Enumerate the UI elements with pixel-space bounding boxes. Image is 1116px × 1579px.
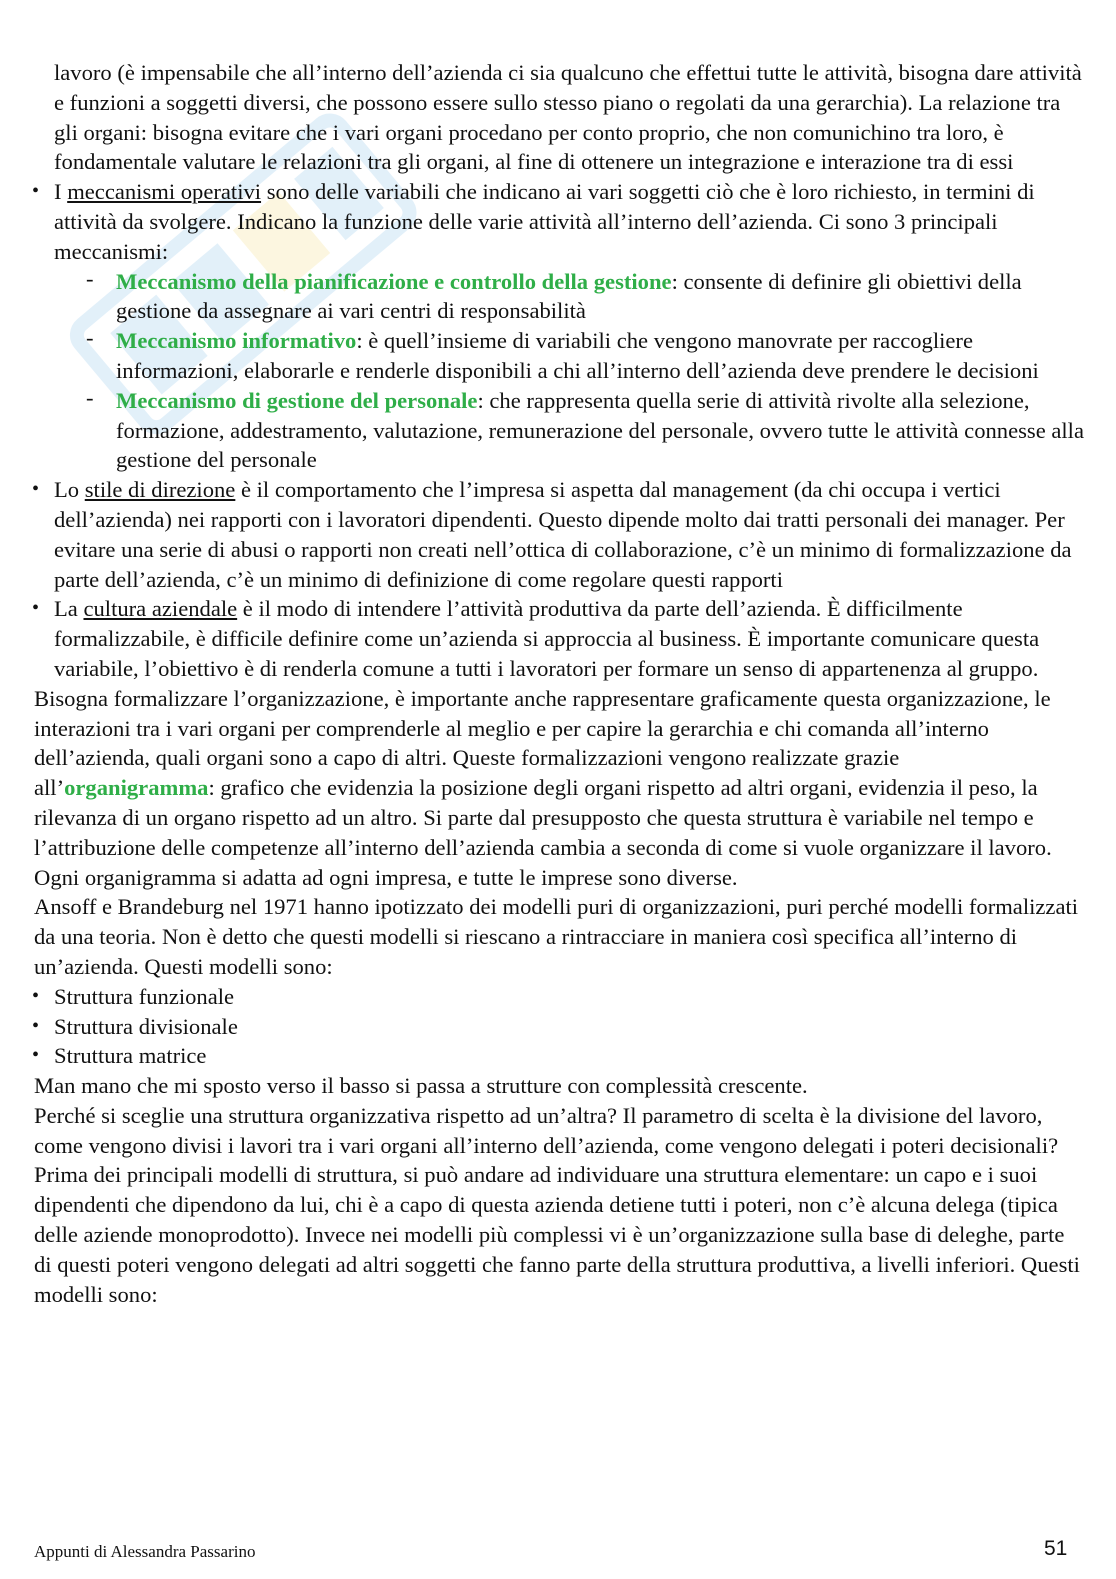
list-item-struttura-divisionale: • Struttura divisionale xyxy=(34,1012,1084,1042)
term-organigramma: organigramma xyxy=(64,775,209,801)
term-personale: Meccanismo di gestione del personale xyxy=(116,387,478,413)
sublist-item-pianificazione: - Meccanismo della pianificazione e controllo della gestione: consente di definire gli obiettivi della gestione da assegnare ai vari centri di responsabilità xyxy=(34,267,1084,327)
paragraph-intro-continued: lavoro (è impensabile che all’interno dell’azienda ci sia qualcuno che effettui tutte le attività, bisogna dare attività e funzioni a soggetti diversi, che possono essere sullo stesso piano o regolati da una gerarchia). La relazione tra gli organi: bisogna evitare che i vari organi procedano per conto proprio, che non comunichino tra loro, è fondamentale valutare le relazioni tra gli organi, al fine di ottenere un integrazione e interazione tra di essi xyxy=(54,60,1082,175)
paragraph-complessita: Man mano che mi sposto verso il basso si passa a strutture con complessità crescente. xyxy=(34,1073,808,1099)
paragraph-ansoff: Ansoff e Brandeburg nel 1971 hanno ipotizzato dei modelli puri di organizzazioni, puri perché modelli formalizzati da una teoria. Non è detto che questi modelli si riescano a rintracciare in maniera così specifica all’interno di un’azienda. Questi modelli sono: xyxy=(34,894,1079,979)
page-number: 51 xyxy=(1044,1537,1068,1560)
list-item-meccanismi-operativi: • I meccanismi operativi sono delle variabili che indicano ai vari soggetti ciò che è loro richiesto, in termini di attività da svolgere. Indicano la funzione delle varie attività all’interno dell’azienda. Ci sono 3 principali meccanismi: xyxy=(34,177,1084,266)
term-pianificazione: Meccanismo della pianificazione e controllo della gestione xyxy=(116,268,672,294)
term-stile-di-direzione: stile di direzione xyxy=(84,477,236,503)
sublist-item-informativo: - Meccanismo informativo: è quell’insieme di variabili che vengono manovrate per raccogliere informazioni, elaborarle e renderle disponibili a chi all’interno dell’azienda deve prendere le decisioni xyxy=(34,326,1084,386)
list-item-stile-di-direzione: • Lo stile di direzione è il comportamento che l’impresa si aspetta dal management (da chi occupa i vertici dell’azienda) nei rapporti con i lavoratori dipendenti. Questo dipende molto dai tratti personali dei manager. Per evitare una serie di abusi o rapporti non creati nell’ottica di collaborazione, c’è un minimo di formalizzazione da parte dell’azienda, c’è un minimo di definizione di come regolare questi rapporti xyxy=(34,475,1084,594)
list-item-struttura-funzionale: • Struttura funzionale xyxy=(34,982,1084,1012)
term-cultura-aziendale: cultura aziendale xyxy=(83,596,238,622)
document-body xyxy=(34,58,1084,1309)
term-informativo: Meccanismo informativo xyxy=(116,328,357,354)
list-item-struttura-matrice: • Struttura matrice xyxy=(34,1041,1084,1071)
paragraph-scelta: Perché si sceglie una struttura organizzativa rispetto ad un’altra? Il parametro di scelta è la divisione del lavoro, come vengono divisi i lavori tra i vari organi all’interno dell’azienda, come vengono delegati i poteri decisionali? xyxy=(34,1102,1059,1158)
footer-author: Appunti di Alessandra Passarino xyxy=(34,1542,256,1561)
list-item-cultura-aziendale: • La cultura aziendale è il modo di intendere l’attività produttiva da parte dell’azienda. È difficilmente formalizzabile, è difficile definire come un’azienda si approccia al business. È importante comunicare questa variabile, l’obiettivo è di renderla comune a tutti i lavoratori per formare un senso di appartenenza al gruppo. xyxy=(34,594,1084,683)
paragraph-organigramma: Bisogna formalizzare l’organizzazione, è importante anche rappresentare graficamente questa organizzazione, le interazioni tra i vari organi per comprenderle al meglio e per capire la gerarchia e chi comanda all’interno dell’azienda, quali organi sono a capo di altri. Queste formalizzazioni vengono realizzate grazie all’organigramma: grafico che evidenzia la posizione degli organi rispetto ad altri organi, evidenzia il peso, la rilevanza di un organo rispetto ad un altro. Si parte dal presupposto che questa struttura è variabile nel tempo e l’attribuzione delle competenze all’interno dell’azienda cambia a seconda di come si vuole organizzare il lavoro. Ogni organigramma si adatta ad ogni impresa, e tutte le imprese sono diverse. xyxy=(34,685,1052,890)
sublist-item-personale: - Meccanismo di gestione del personale: che rappresenta quella serie di attività rivolte alla selezione, formazione, addestramento, valutazione, remunerazione del personale, ovvero tutte le attività connesse alla gestione del personale xyxy=(34,386,1084,475)
paragraph-struttura-elementare: Prima dei principali modelli di struttura, si può andare ad individuare una struttura elementare: un capo e i suoi dipendenti che dipendono da lui, chi è a capo di questa azienda detiene tutti i poteri, non c’è alcuna delega (tipica delle aziende monoprodotto). Invece nei modelli più complessi vi è un’organizzazione sulla base di deleghe, parte di questi poteri vengono delegati ad altri soggetti che fanno parte della struttura produttiva, a livelli inferiori. Questi modelli sono: xyxy=(34,1162,1080,1307)
term-meccanismi-operativi: meccanismi operativi xyxy=(67,179,262,205)
